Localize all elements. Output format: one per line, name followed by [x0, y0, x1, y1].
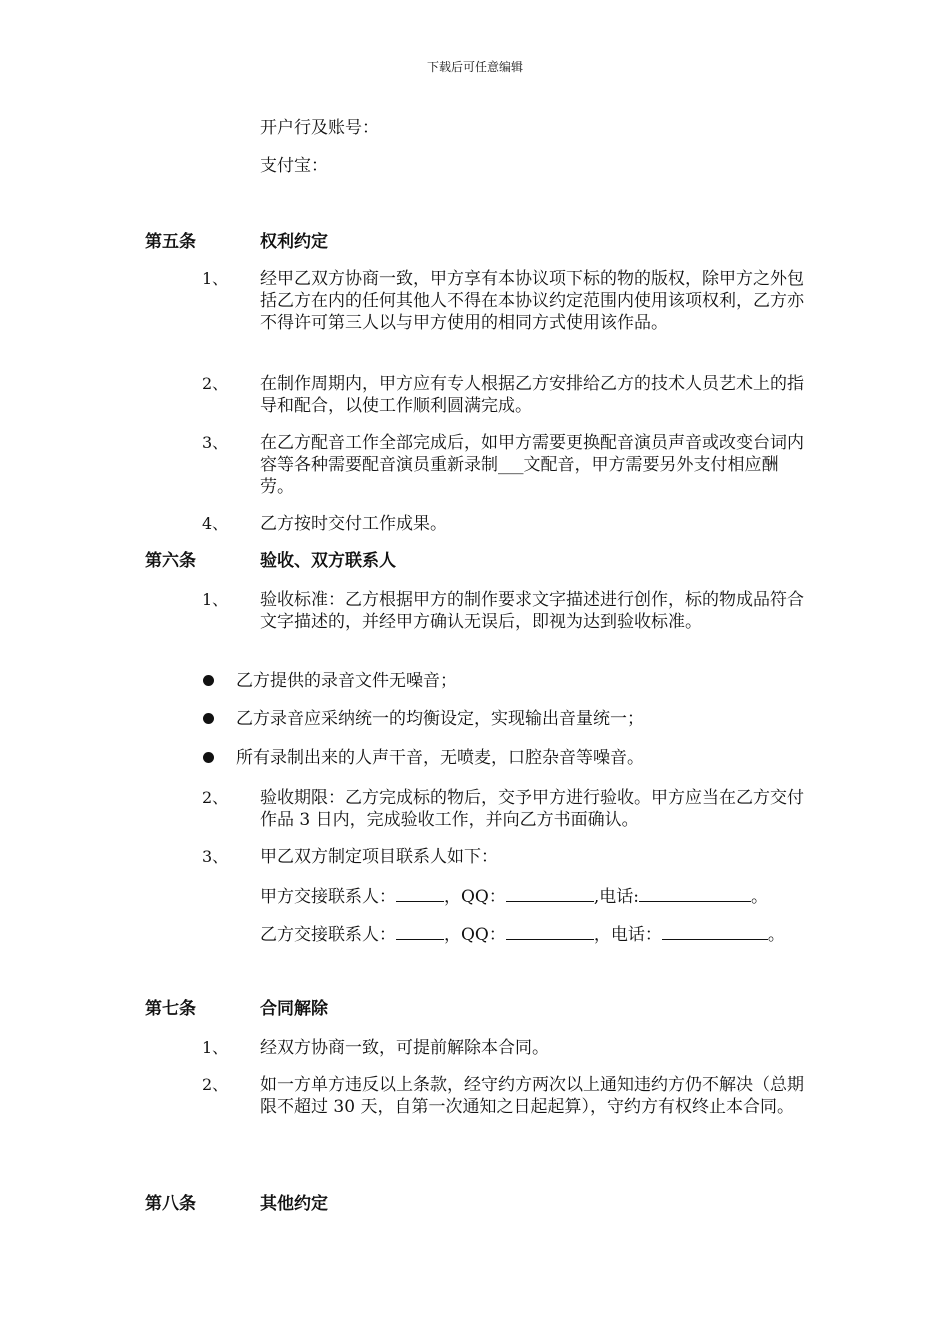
section-7-title: 合同解除: [260, 999, 328, 1019]
party-b-tel-label: ，电话：: [593, 925, 662, 945]
s5-item-1-number: 1、: [202, 269, 229, 288]
s5-item-4-number: 4、: [202, 514, 229, 533]
s5-item-2-text: 在制作周期内，甲方应有专人根据乙方安排给乙方的技术人员艺术上的指导和配合，以使工作顺利圆满完成。: [260, 374, 804, 416]
s6-item-2-number: 2、: [202, 788, 229, 807]
s6-item-3-number: 3、: [202, 847, 229, 866]
party-a-contact-line: [260, 885, 768, 908]
party-a-tel-label: ,电话:: [593, 887, 640, 907]
section-6-title: 验收、双方联系人: [260, 551, 396, 571]
s6-item-1-text: 验收标准：乙方根据甲方的制作要求文字描述进行创作，标的物成品符合文字描述的，并经甲方确认无误后，即视为达到验收标准。: [260, 590, 804, 632]
s6-bullet-2: 乙方录音应采纳统一的均衡设定，实现输出音量统一；: [236, 709, 644, 729]
s5-item-3-number: 3、: [202, 433, 229, 452]
party-a-qq-label: ，QQ：: [444, 887, 506, 907]
party-b-tel-blank[interactable]: [662, 923, 768, 940]
s5-item-3-text: 在乙方配音工作全部完成后，如甲方需要更换配音演员声音或改变台词内容等各种需要配音演员重新录制___文配音，甲方需要另外支付相应酬劳。: [260, 433, 804, 497]
s6-item-3-text: 甲乙双方制定项目联系人如下：: [260, 847, 498, 867]
s6-bullet-3: 所有录制出来的人声干音，无喷麦，口腔杂音等噪音。: [236, 748, 644, 768]
s7-item-1-number: 1、: [202, 1038, 229, 1057]
page-header: 下载后可任意编辑: [426, 60, 523, 74]
party-b-contact-label: 乙方交接联系人：: [260, 925, 396, 945]
s6-item-1-number: 1、: [202, 590, 229, 609]
party-a-end: 。: [751, 887, 769, 907]
bullet-dot: [203, 752, 214, 763]
s5-item-1-text: 经甲乙双方协商一致，甲方享有本协议项下标的物的版权，除甲方之外包括乙方在内的任何其他人不得在本协议约定范围内使用该项权利，乙方亦不得许可第三人以与甲方使用的相同方式使用该作品。: [260, 269, 804, 333]
party-a-contact-label: 甲方交接联系人：: [260, 887, 396, 907]
party-a-qq-blank[interactable]: [506, 885, 594, 902]
s5-item-4-text: 乙方按时交付工作成果。: [260, 514, 447, 534]
s6-item-2-text: 验收期限：乙方完成标的物后，交予甲方进行验收。甲方应当在乙方交付作品 3 日内，完成验收工作，并向乙方书面确认。: [260, 788, 804, 830]
party-b-qq-label: ，QQ：: [444, 925, 506, 945]
bullet-dot: [203, 675, 214, 686]
section-8-title: 其他约定: [260, 1194, 328, 1214]
section-7-number: 第七条: [145, 999, 196, 1019]
s7-item-2-text: 如一方单方违反以上条款，经守约方两次以上通知违约方仍不解决（总期限不超过 30 天，自第一次通知之日起起算），守约方有权终止本合同。: [260, 1075, 804, 1117]
section-8-number: 第八条: [145, 1194, 196, 1214]
s7-item-1-text: 经双方协商一致，可提前解除本合同。: [260, 1038, 549, 1058]
section-5-number: 第五条: [145, 232, 196, 252]
s6-bullet-1: 乙方提供的录音文件无噪音；: [236, 671, 457, 691]
section-5-title: 权利约定: [260, 232, 328, 252]
party-a-contact-blank[interactable]: [396, 885, 444, 902]
alipay-label: 支付宝：: [260, 156, 328, 176]
bullet-dot: [203, 713, 214, 724]
bank-account-label: 开户行及账号：: [260, 118, 379, 138]
party-b-end: 。: [767, 925, 785, 945]
section-6-number: 第六条: [145, 551, 196, 571]
party-b-qq-blank[interactable]: [506, 923, 594, 940]
s7-item-2-number: 2、: [202, 1075, 229, 1094]
s5-item-2-number: 2、: [202, 374, 229, 393]
party-a-tel-blank[interactable]: [639, 885, 751, 902]
party-b-contact-line: [260, 923, 785, 946]
party-b-contact-blank[interactable]: [396, 923, 444, 940]
